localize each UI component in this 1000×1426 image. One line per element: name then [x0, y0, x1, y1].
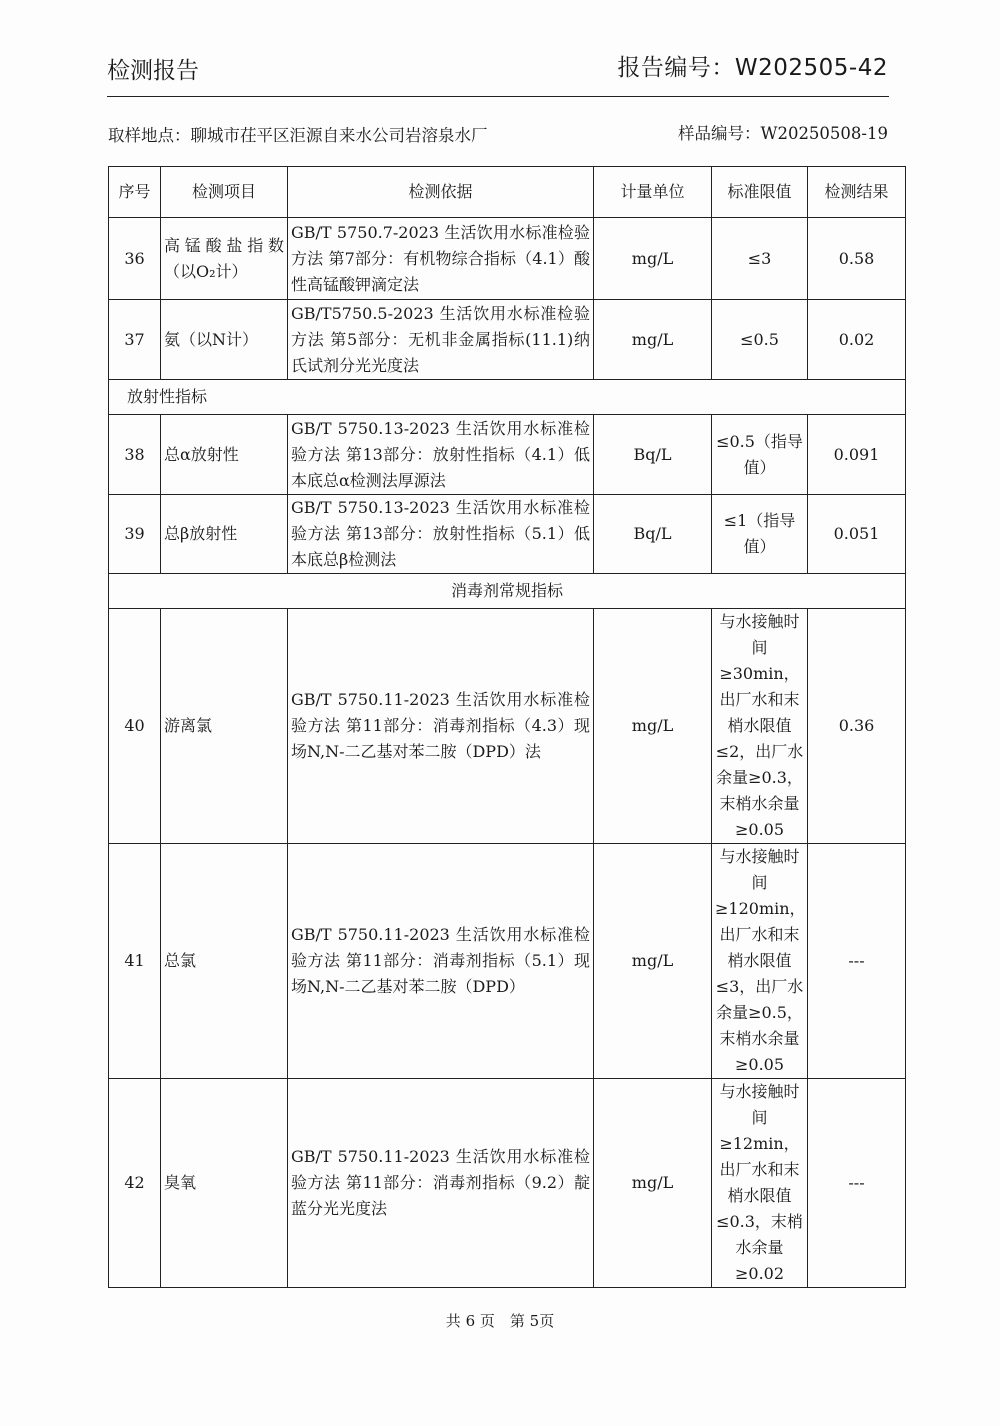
table-row [109, 1079, 906, 1288]
row-number: 37 [109, 300, 161, 380]
table-row [109, 844, 906, 1079]
result: 0.58 [808, 218, 906, 300]
test-item: 总α放射性 [161, 415, 288, 495]
unit: Bq/L [594, 415, 712, 495]
table-row [109, 218, 906, 300]
result: 0.02 [808, 300, 906, 380]
header-cell: 检测依据 [288, 167, 594, 218]
sample-number: 样品编号：W20250508-19 [677, 124, 888, 143]
results-table [108, 166, 906, 1288]
header-cell: 检测结果 [808, 167, 906, 218]
row-number: 41 [109, 844, 161, 1079]
section-title: 放射性指标 [109, 380, 906, 415]
unit: mg/L [594, 844, 712, 1079]
row-number: 38 [109, 415, 161, 495]
test-item: 臭氧 [161, 1079, 288, 1288]
test-item: 氨（以N计） [161, 300, 288, 380]
result: 0.051 [808, 495, 906, 574]
header-cell: 计量单位 [594, 167, 712, 218]
limit: 与水接触时间≥30min，出厂水和末梢水限值≤2，出厂水余量≥0.3，末梢水余量≥0.05 [712, 609, 808, 844]
limit: 与水接触时间≥120min，出厂水和末梢水限值≤3，出厂水余量≥0.5，末梢水余量≥0.05 [712, 844, 808, 1079]
test-basis: GB/T 5750.11-2023 生活饮用水标准检验方法 第11部分：消毒剂指标（4.3）现场N,N-二乙基对苯二胺（DPD）法 [288, 609, 594, 844]
test-item: 总β放射性 [161, 495, 288, 574]
header-cell: 标准限值 [712, 167, 808, 218]
result: --- [808, 1079, 906, 1288]
header-cell: 序号 [109, 167, 161, 218]
report-number: 报告编号：W202505-42 [617, 55, 888, 81]
row-number: 39 [109, 495, 161, 574]
unit: Bq/L [594, 495, 712, 574]
table-header-row [109, 167, 906, 218]
limit: ≤0.5 [712, 300, 808, 380]
test-basis: GB/T 5750.11-2023 生活饮用水标准检验方法 第11部分：消毒剂指标（5.1）现场N,N-二乙基对苯二胺（DPD） [288, 844, 594, 1079]
limit: 与水接触时间≥12min，出厂水和末梢水限值≤0.3，末梢水余量≥0.02 [712, 1079, 808, 1288]
section-row [109, 574, 906, 609]
test-basis: GB/T 5750.13-2023 生活饮用水标准检验方法 第13部分：放射性指标（5.1）低本底总β检测法 [288, 495, 594, 574]
test-basis: GB/T 5750.13-2023 生活饮用水标准检验方法 第13部分：放射性指标（4.1）低本底总α检测法厚源法 [288, 415, 594, 495]
table-row [109, 300, 906, 380]
section-title: 消毒剂常规指标 [109, 574, 906, 609]
test-basis: GB/T 5750.11-2023 生活饮用水标准检验方法 第11部分：消毒剂指标（9.2）靛蓝分光光度法 [288, 1079, 594, 1288]
unit: mg/L [594, 218, 712, 300]
sample-location: 取样地点：聊城市茌平区洰源自来水公司岩溶泉水厂 [108, 126, 488, 145]
header-divider [107, 96, 889, 97]
unit: mg/L [594, 300, 712, 380]
test-basis: GB/T5750.5-2023 生活饮用水标准检验方法 第5部分：无机非金属指标(11.1)纳氏试剂分光光度法 [288, 300, 594, 380]
limit: ≤3 [712, 218, 808, 300]
row-number: 40 [109, 609, 161, 844]
table-row [109, 495, 906, 574]
table-row [109, 415, 906, 495]
result: 0.091 [808, 415, 906, 495]
table-row [109, 609, 906, 844]
test-item: 高锰酸盐指数（以O₂计） [161, 218, 288, 300]
test-basis: GB/T 5750.7-2023 生活饮用水标准检验方法 第7部分：有机物综合指标（4.1）酸性高锰酸钾滴定法 [288, 218, 594, 300]
result: 0.36 [808, 609, 906, 844]
page-footer: 共 6 页 第 5页 [445, 1312, 555, 1330]
test-item: 总氯 [161, 844, 288, 1079]
header-cell: 检测项目 [161, 167, 288, 218]
document-title: 检测报告 [107, 58, 199, 84]
limit: ≤1（指导值） [712, 495, 808, 574]
row-number: 42 [109, 1079, 161, 1288]
result: --- [808, 844, 906, 1079]
unit: mg/L [594, 609, 712, 844]
unit: mg/L [594, 1079, 712, 1288]
limit: ≤0.5（指导值） [712, 415, 808, 495]
section-row [109, 380, 906, 415]
row-number: 36 [109, 218, 161, 300]
test-item: 游离氯 [161, 609, 288, 844]
